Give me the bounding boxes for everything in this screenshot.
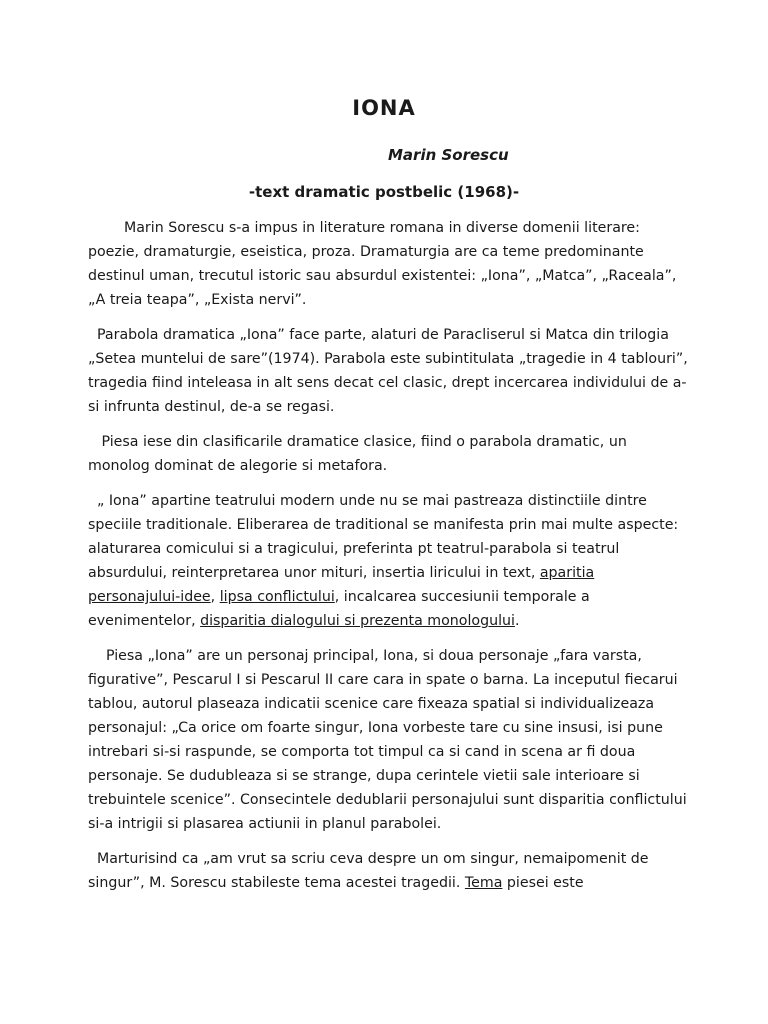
paragraph	[88, 847, 688, 895]
paragraph-text: Parabola dramatica „Iona” face parte, alaturi de Paracliserul si Matca din trilogia „Setea muntelui de sare”(1974). Parabola este subintitulata „tragedie in 4 tablouri”, tragedia fiind inteleasa in alt sens decat cel clasic, drept incercarea individului de a-si infrunta destinul, de-a se regasi.	[88, 327, 688, 415]
document-subtitle: -text dramatic postbelic (1968)-	[248, 183, 520, 201]
paragraph-text: piesei este	[502, 875, 584, 891]
paragraph-text: , incalcarea succesiunii temporale a evenimentelor,	[88, 589, 590, 629]
author-name: Marin Sorescu	[388, 146, 509, 164]
paragraph	[88, 430, 688, 478]
paragraph	[88, 216, 688, 312]
underlined-phrase: lipsa conflictului	[219, 589, 335, 605]
paragraph	[88, 489, 688, 633]
paragraph-text: „ Iona” apartine teatrului modern unde nu se mai pastreaza distinctiile dintre speciile traditionale. Eliberarea de traditional se manifesta prin mai multe aspecte: alaturarea comicului si a tragicului, preferinta pt teatrul-parabola si teatrul absurdului, reinterpretarea unor mituri, insertia liricului in text,	[88, 493, 679, 581]
paragraph	[88, 323, 688, 419]
paragraph-text: Marin Sorescu s-a impus in literature romana in diverse domenii literare: poezie, dramaturgie, eseistica, proza. Dramaturgia are ca teme predominante destinul uman, trecutul istoric sau absurdul existentei: „Iona”, „Matca”, „Raceala”, „A treia teapa”, „Exista nervi”.	[88, 220, 677, 308]
document-body	[88, 216, 688, 906]
underlined-phrase: aparitia personajului-idee	[88, 565, 595, 605]
paragraph-text: Marturisind ca „am vrut sa scriu ceva despre un om singur, nemaipomenit de singur”, M. Sorescu stabileste tema acestei tragedii.	[88, 851, 649, 891]
paragraph-text: Piesa iese din clasificarile dramatice clasice, fiind o parabola dramatic, un monolog dominat de alegorie si metafora.	[88, 434, 627, 474]
paragraph	[88, 644, 688, 836]
underlined-phrase: disparitia dialogului si prezenta monologului	[200, 613, 515, 629]
underlined-phrase: Tema	[464, 875, 503, 891]
document-title-text: IONA	[352, 96, 416, 120]
paragraph-text: Piesa „Iona” are un personaj principal, Iona, si doua personaje „fara varsta, figurative”, Pescarul I si Pescarul II care cara in spate o barna. La inceputul fiecarui tablou, autorul plaseaza indicatii scenice care fixeaza spatial si individualizeaza personajul: „Ca orice om foarte singur, Iona vorbeste tare cu sine insusi, isi pune intrebari si-si raspunde, se comporta tot timpul ca si cand in scena ar fi doua personaje. Se dudubleaza si se strange, dupa cerintele vietii sale interioare si trebuintele scenice”. Consecintele dedublarii personajului sunt disparitia conflictului si-a intrigii si plasarea actiunii in planul parabolei.	[88, 648, 687, 832]
paragraph-text: .	[514, 613, 520, 629]
document-title	[0, 96, 768, 120]
paragraph-text: ,	[210, 589, 220, 605]
